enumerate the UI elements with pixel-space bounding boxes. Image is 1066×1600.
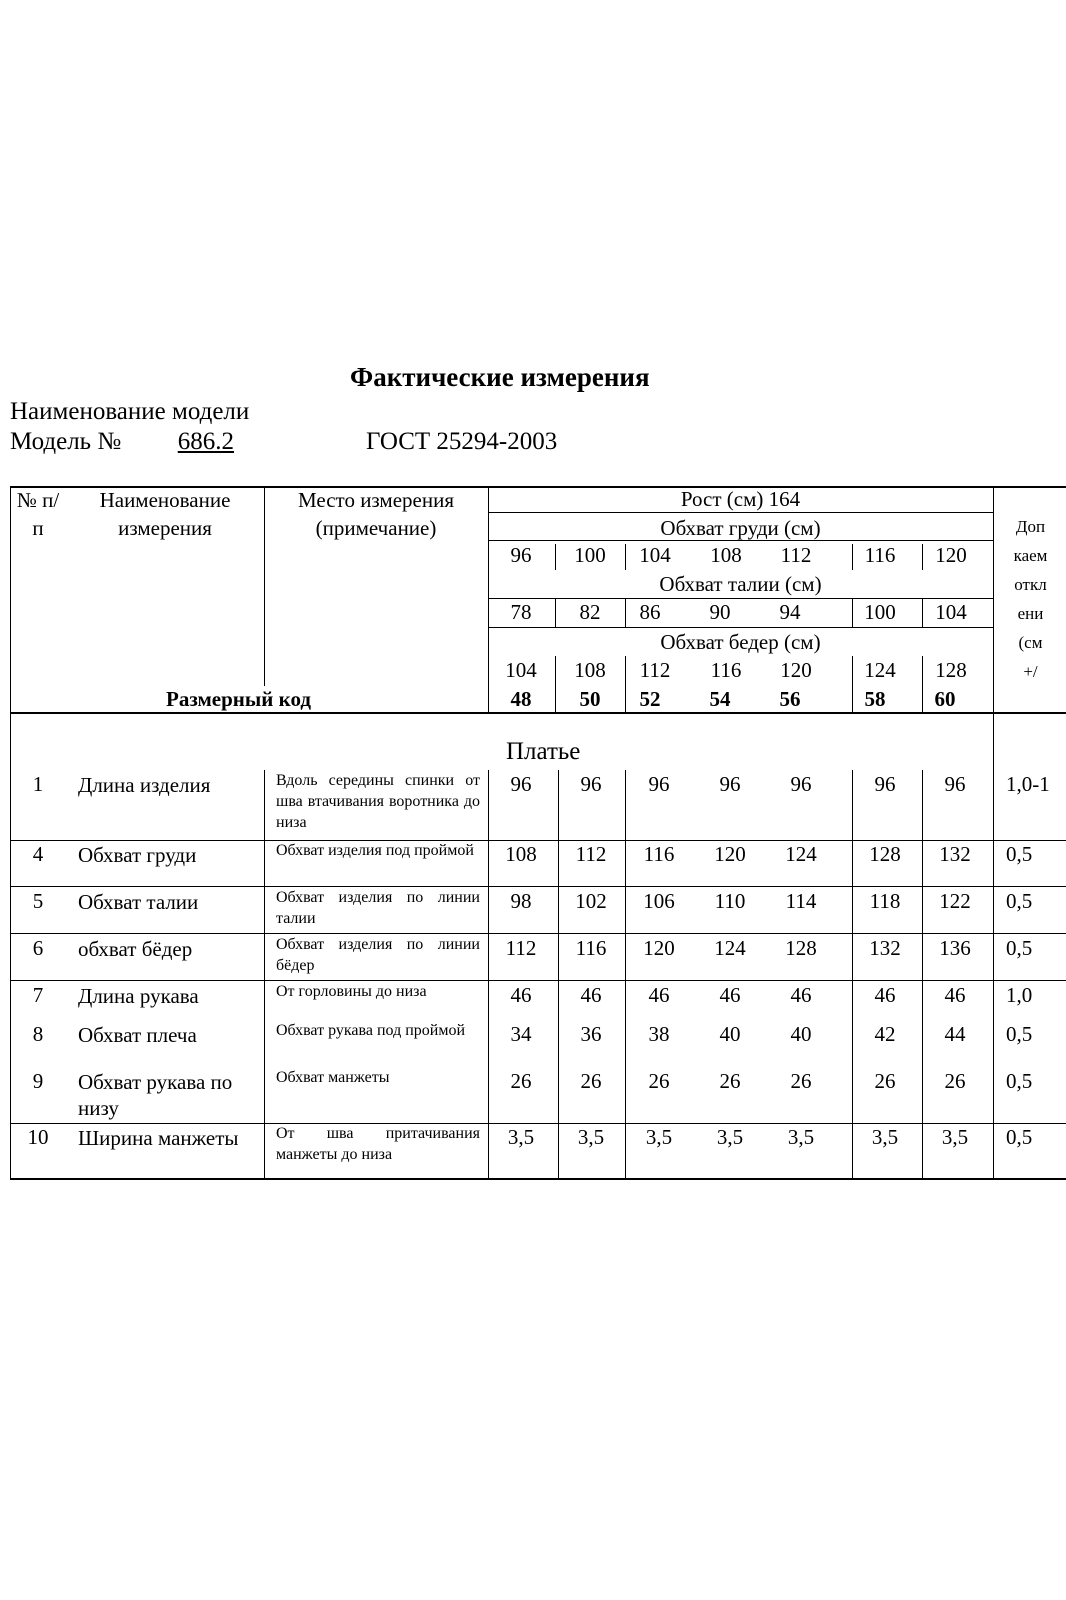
row-name: Обхват рукава по низу: [78, 1070, 233, 1120]
row-value: 34: [510, 1022, 532, 1046]
gost-standard: ГОСТ 25294-2003: [366, 428, 558, 455]
hips-value: 124: [864, 658, 896, 682]
row-number: 5: [32, 889, 44, 913]
row-number: 4: [32, 842, 44, 866]
row-place: Обхват манжеты: [276, 1069, 390, 1086]
row-value: 42: [874, 1022, 896, 1046]
waist-value: 82: [579, 600, 601, 624]
row-value: 3,5: [645, 1125, 673, 1149]
row-value: 3,5: [941, 1125, 969, 1149]
row-value: 26: [874, 1069, 896, 1093]
chest-value: 120: [935, 543, 967, 567]
row-value: 26: [719, 1069, 741, 1093]
row-number: 10: [27, 1125, 49, 1149]
chest-value: 116: [864, 543, 896, 567]
waist-value: 86: [639, 600, 661, 624]
row-value: 116: [643, 842, 675, 866]
waist-value: 104: [935, 600, 967, 624]
row-value: 96: [719, 772, 741, 796]
hips-value: 112: [639, 658, 671, 682]
row-name: Обхват талии: [78, 890, 199, 914]
size-code-label: Размерный код: [166, 687, 311, 711]
row-place: От горловины до низа: [276, 983, 427, 1000]
chest-value: 108: [710, 543, 742, 567]
row-name: Длина рукава: [78, 984, 199, 1008]
row-value: 110: [714, 889, 746, 913]
header-waist-label: Обхват талии (см): [659, 572, 822, 596]
row-value: 3,5: [577, 1125, 605, 1149]
hips-value: 128: [935, 658, 967, 682]
size-code: 50: [579, 687, 601, 711]
row-value: 108: [505, 842, 537, 866]
row-place: Обхват рукава под проймой: [276, 1022, 466, 1039]
row-number: 8: [32, 1022, 44, 1046]
header-place: Место измерения (примечание): [297, 488, 454, 540]
row-tolerance: 0,5: [1006, 1022, 1033, 1046]
row-tolerance: 1,0: [1006, 983, 1033, 1007]
row-value: 26: [648, 1069, 670, 1093]
model-number: 686.2: [177, 428, 234, 455]
row-place: Вдоль середины спинки от шва втачивания воротника до низа: [276, 772, 480, 831]
row-value: 46: [580, 983, 602, 1007]
row-value: 26: [944, 1069, 966, 1093]
header-hips-label: Обхват бедер (см): [660, 630, 821, 654]
row-value: 96: [874, 772, 896, 796]
header-name: Наименование измерения: [99, 488, 231, 540]
row-number: 1: [32, 772, 44, 796]
row-place: От шва притачивания манжеты до низа: [276, 1125, 480, 1163]
row-value: 46: [648, 983, 670, 1007]
row-value: 114: [785, 889, 817, 913]
size-code: 52: [639, 687, 661, 711]
row-value: 120: [714, 842, 746, 866]
row-name: Длина изделия: [78, 773, 211, 797]
row-name: Обхват груди: [78, 843, 197, 867]
row-tolerance: 0,5: [1006, 936, 1033, 960]
waist-value: 100: [864, 600, 896, 624]
row-tolerance: 0,5: [1006, 842, 1033, 866]
row-value: 38: [648, 1022, 670, 1046]
row-value: 128: [785, 936, 817, 960]
row-value: 26: [580, 1069, 602, 1093]
row-value: 102: [575, 889, 607, 913]
row-tolerance: 0,5: [1006, 1069, 1033, 1093]
size-code: 60: [934, 687, 956, 711]
row-value: 128: [869, 842, 901, 866]
row-value: 40: [719, 1022, 741, 1046]
waist-value: 94: [779, 600, 801, 624]
hips-value: 120: [780, 658, 812, 682]
row-value: 3,5: [787, 1125, 815, 1149]
row-value: 46: [719, 983, 741, 1007]
size-code: 56: [779, 687, 801, 711]
row-value: 122: [939, 889, 971, 913]
size-code: 58: [864, 687, 886, 711]
size-code: 48: [510, 687, 532, 711]
chest-value: 100: [574, 543, 606, 567]
header-height: Рост (см) 164: [680, 487, 801, 511]
row-value: 136: [939, 936, 971, 960]
row-value: 96: [944, 772, 966, 796]
row-value: 3,5: [507, 1125, 535, 1149]
row-value: 46: [874, 983, 896, 1007]
row-value: 112: [575, 842, 607, 866]
row-value: 96: [790, 772, 812, 796]
row-value: 3,5: [871, 1125, 899, 1149]
row-name: Обхват плеча: [78, 1023, 197, 1047]
row-place: Обхват изделия по линии талии: [276, 889, 480, 927]
section-title: Платье: [506, 738, 581, 765]
row-number: 9: [32, 1069, 44, 1093]
row-value: 112: [505, 936, 537, 960]
row-value: 44: [944, 1022, 966, 1046]
header-chest-label: Обхват груди (см): [660, 516, 821, 540]
row-value: 132: [939, 842, 971, 866]
header-bottom-line: [10, 712, 1066, 714]
hips-value: 116: [710, 658, 742, 682]
row-value: 46: [944, 983, 966, 1007]
row-value: 96: [648, 772, 670, 796]
row-value: 26: [790, 1069, 812, 1093]
chest-value: 96: [510, 543, 532, 567]
page-title: Фактические измерения: [350, 362, 650, 392]
row-place: Обхват изделия по линии бёдер: [276, 936, 480, 974]
row-value: 132: [869, 936, 901, 960]
waist-value: 78: [510, 600, 532, 624]
hips-value: 108: [574, 658, 606, 682]
row-value: 3,5: [716, 1125, 744, 1149]
row-number: 6: [32, 936, 44, 960]
row-value: 96: [510, 772, 532, 796]
chest-value: 104: [639, 543, 671, 567]
header-num: № п/п: [16, 488, 60, 540]
row-name: Ширина манжеты: [78, 1126, 239, 1150]
row-tolerance: 0,5: [1006, 1125, 1033, 1149]
row-tolerance: 0,5: [1006, 889, 1033, 913]
row-value: 40: [790, 1022, 812, 1046]
row-value: 96: [580, 772, 602, 796]
table-bottom-line: [10, 1178, 1066, 1180]
model-no-label: Модель №: [10, 428, 122, 455]
row-value: 120: [643, 936, 675, 960]
row-value: 36: [580, 1022, 602, 1046]
chest-value: 112: [780, 543, 812, 567]
waist-value: 90: [709, 600, 731, 624]
row-name: обхват бёдер: [78, 937, 193, 961]
row-value: 98: [510, 889, 532, 913]
row-value: 26: [510, 1069, 532, 1093]
hips-value: 104: [505, 658, 537, 682]
size-code: 54: [709, 687, 731, 711]
row-value: 106: [643, 889, 675, 913]
row-value: 116: [575, 936, 607, 960]
row-tolerance: 1,0-1: [1006, 772, 1050, 796]
row-value: 46: [790, 983, 812, 1007]
row-value: 46: [510, 983, 532, 1007]
row-value: 124: [714, 936, 746, 960]
header-tolerance: Доп каем откл ени (см +/: [1013, 517, 1048, 681]
model-name-label: Наименование модели: [10, 398, 250, 425]
row-place: Обхват изделия под проймой: [276, 842, 474, 859]
row-number: 7: [32, 983, 44, 1007]
row-value: 118: [869, 889, 901, 913]
row-value: 124: [785, 842, 817, 866]
